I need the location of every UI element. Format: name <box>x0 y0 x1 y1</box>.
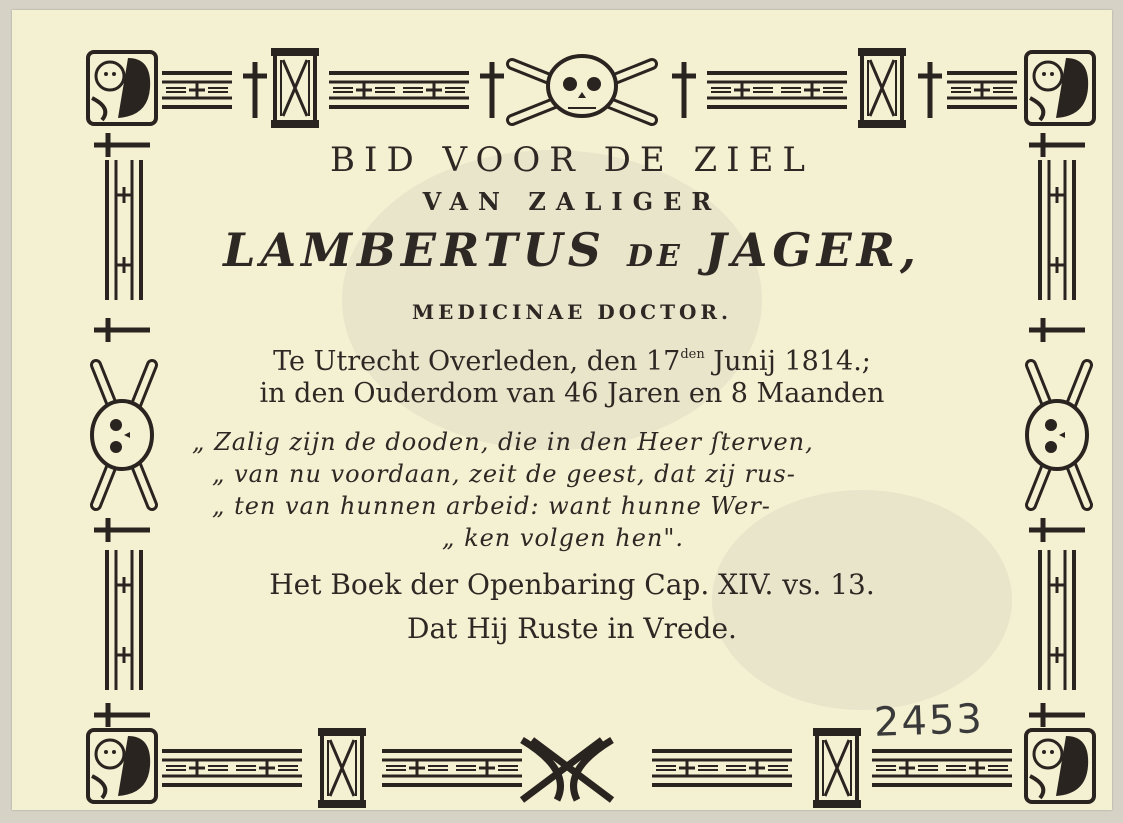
quote-line: „ van nu voordaan, zeit de geest, dat zij rus- <box>212 460 796 488</box>
age-line: in den Ouderdom van 46 Jaren en 8 Maanden <box>259 378 885 409</box>
subheader-text: VAN ZALIGER <box>422 187 722 216</box>
left-border <box>92 133 152 727</box>
quote-line: „ ken volgen hen". <box>442 524 685 552</box>
card-text <box>172 140 972 646</box>
right-border <box>1027 133 1087 727</box>
name-family: JAGER, <box>704 223 921 277</box>
title-text: MEDICINAE DOCTOR. <box>412 300 732 324</box>
handwritten-number: 2453 <box>873 696 985 746</box>
scripture-quote <box>172 426 972 554</box>
name-particle: DE <box>626 239 684 274</box>
death-line-before: Te Utrecht Overleden, den 17 <box>273 346 681 377</box>
top-border <box>88 48 1094 128</box>
skull-crossbones-icon <box>512 56 652 120</box>
quote-line: „ Zalig zijn de dooden, die in den Heer ſterven, <box>192 428 814 456</box>
memorial-card <box>12 10 1112 810</box>
deceased-name <box>172 220 972 287</box>
death-line-sup: den <box>680 347 705 362</box>
quote-line: „ ten van hunnen arbeid: want hunne Wer- <box>212 492 771 520</box>
death-line-after: Junij 1814.; <box>704 346 871 377</box>
crossed-scythes-icon <box>522 740 612 800</box>
header-text: BID VOOR DE ZIEL <box>330 140 814 180</box>
name-given: LAMBERTUS <box>223 223 606 277</box>
death-line <box>172 339 972 378</box>
citation-text: Het Boek der Openbaring Cap. XIV. vs. 13. <box>269 568 875 601</box>
closing-text: Dat Hij Ruste in Vrede. <box>407 612 737 645</box>
